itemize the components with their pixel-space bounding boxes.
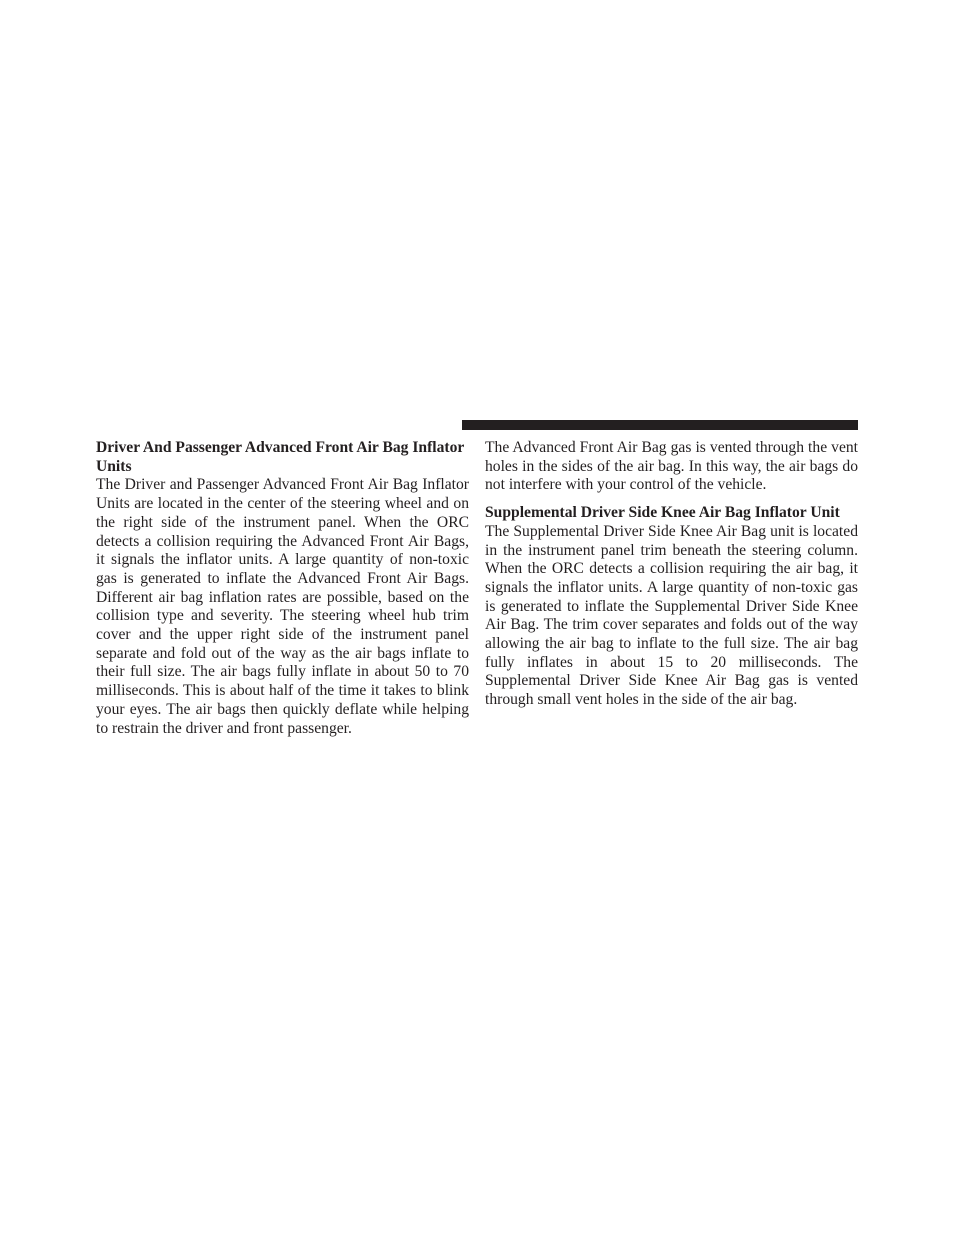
paragraph-knee-air-bag-inflator: The Supplemental Driver Side Knee Air Bag unit is located in the instrument panel trim beneath the steering column. When the ORC detects a collision requiring the air bag, it signals the inflator units. A large quantity of non-toxic gas is generated to inflate the Supplemental Driver Side Knee Air Bag. The trim cover separates and folds out of the way allowing the air bag to inflate to the full size. The air bag fully inflates in about 15 to 20 milliseconds. The Supplemental Driver Side Knee Air Bag gas is vented through small vent holes in the side of the air bag. xyxy=(485,522,858,709)
right-column xyxy=(485,439,858,710)
section-heading-front-air-bag-inflators: Driver And Passenger Advanced Front Air Bag Inflator Units xyxy=(96,439,465,475)
section-rule xyxy=(462,420,858,430)
paragraph-front-air-bag-inflators: The Driver and Passenger Advanced Front Air Bag Inflator Units are located in the center of the steering wheel and on the right side of the instrument panel. When the ORC detects a collision requiring the Advanced Front Air Bags, it signals the inflator units. A large quantity of non-toxic gas is generated to inflate the Advanced Front Air Bags. Different air bag inflation rates are possible, based on the collision type and severity. The steering wheel hub trim cover and the upper right side of the instrument panel separate and fold out of the way as the air bags inflate to their full size. The air bags fully inflate in about 50 to 70 milliseconds. This is about half of the time it takes to blink your eyes. The air bags then quickly deflate while helping to restrain the driver and front passenger. xyxy=(96,476,469,737)
section-heading-knee-air-bag-inflator: Supplemental Driver Side Knee Air Bag Inflator Unit xyxy=(485,504,840,522)
left-column xyxy=(96,439,469,738)
paragraph-gap xyxy=(485,495,858,504)
paragraph-front-air-bag-venting: The Advanced Front Air Bag gas is vented through the vent holes in the sides of the air bag. In this way, the air bags do not interfere with your control of the vehicle. xyxy=(485,439,858,494)
